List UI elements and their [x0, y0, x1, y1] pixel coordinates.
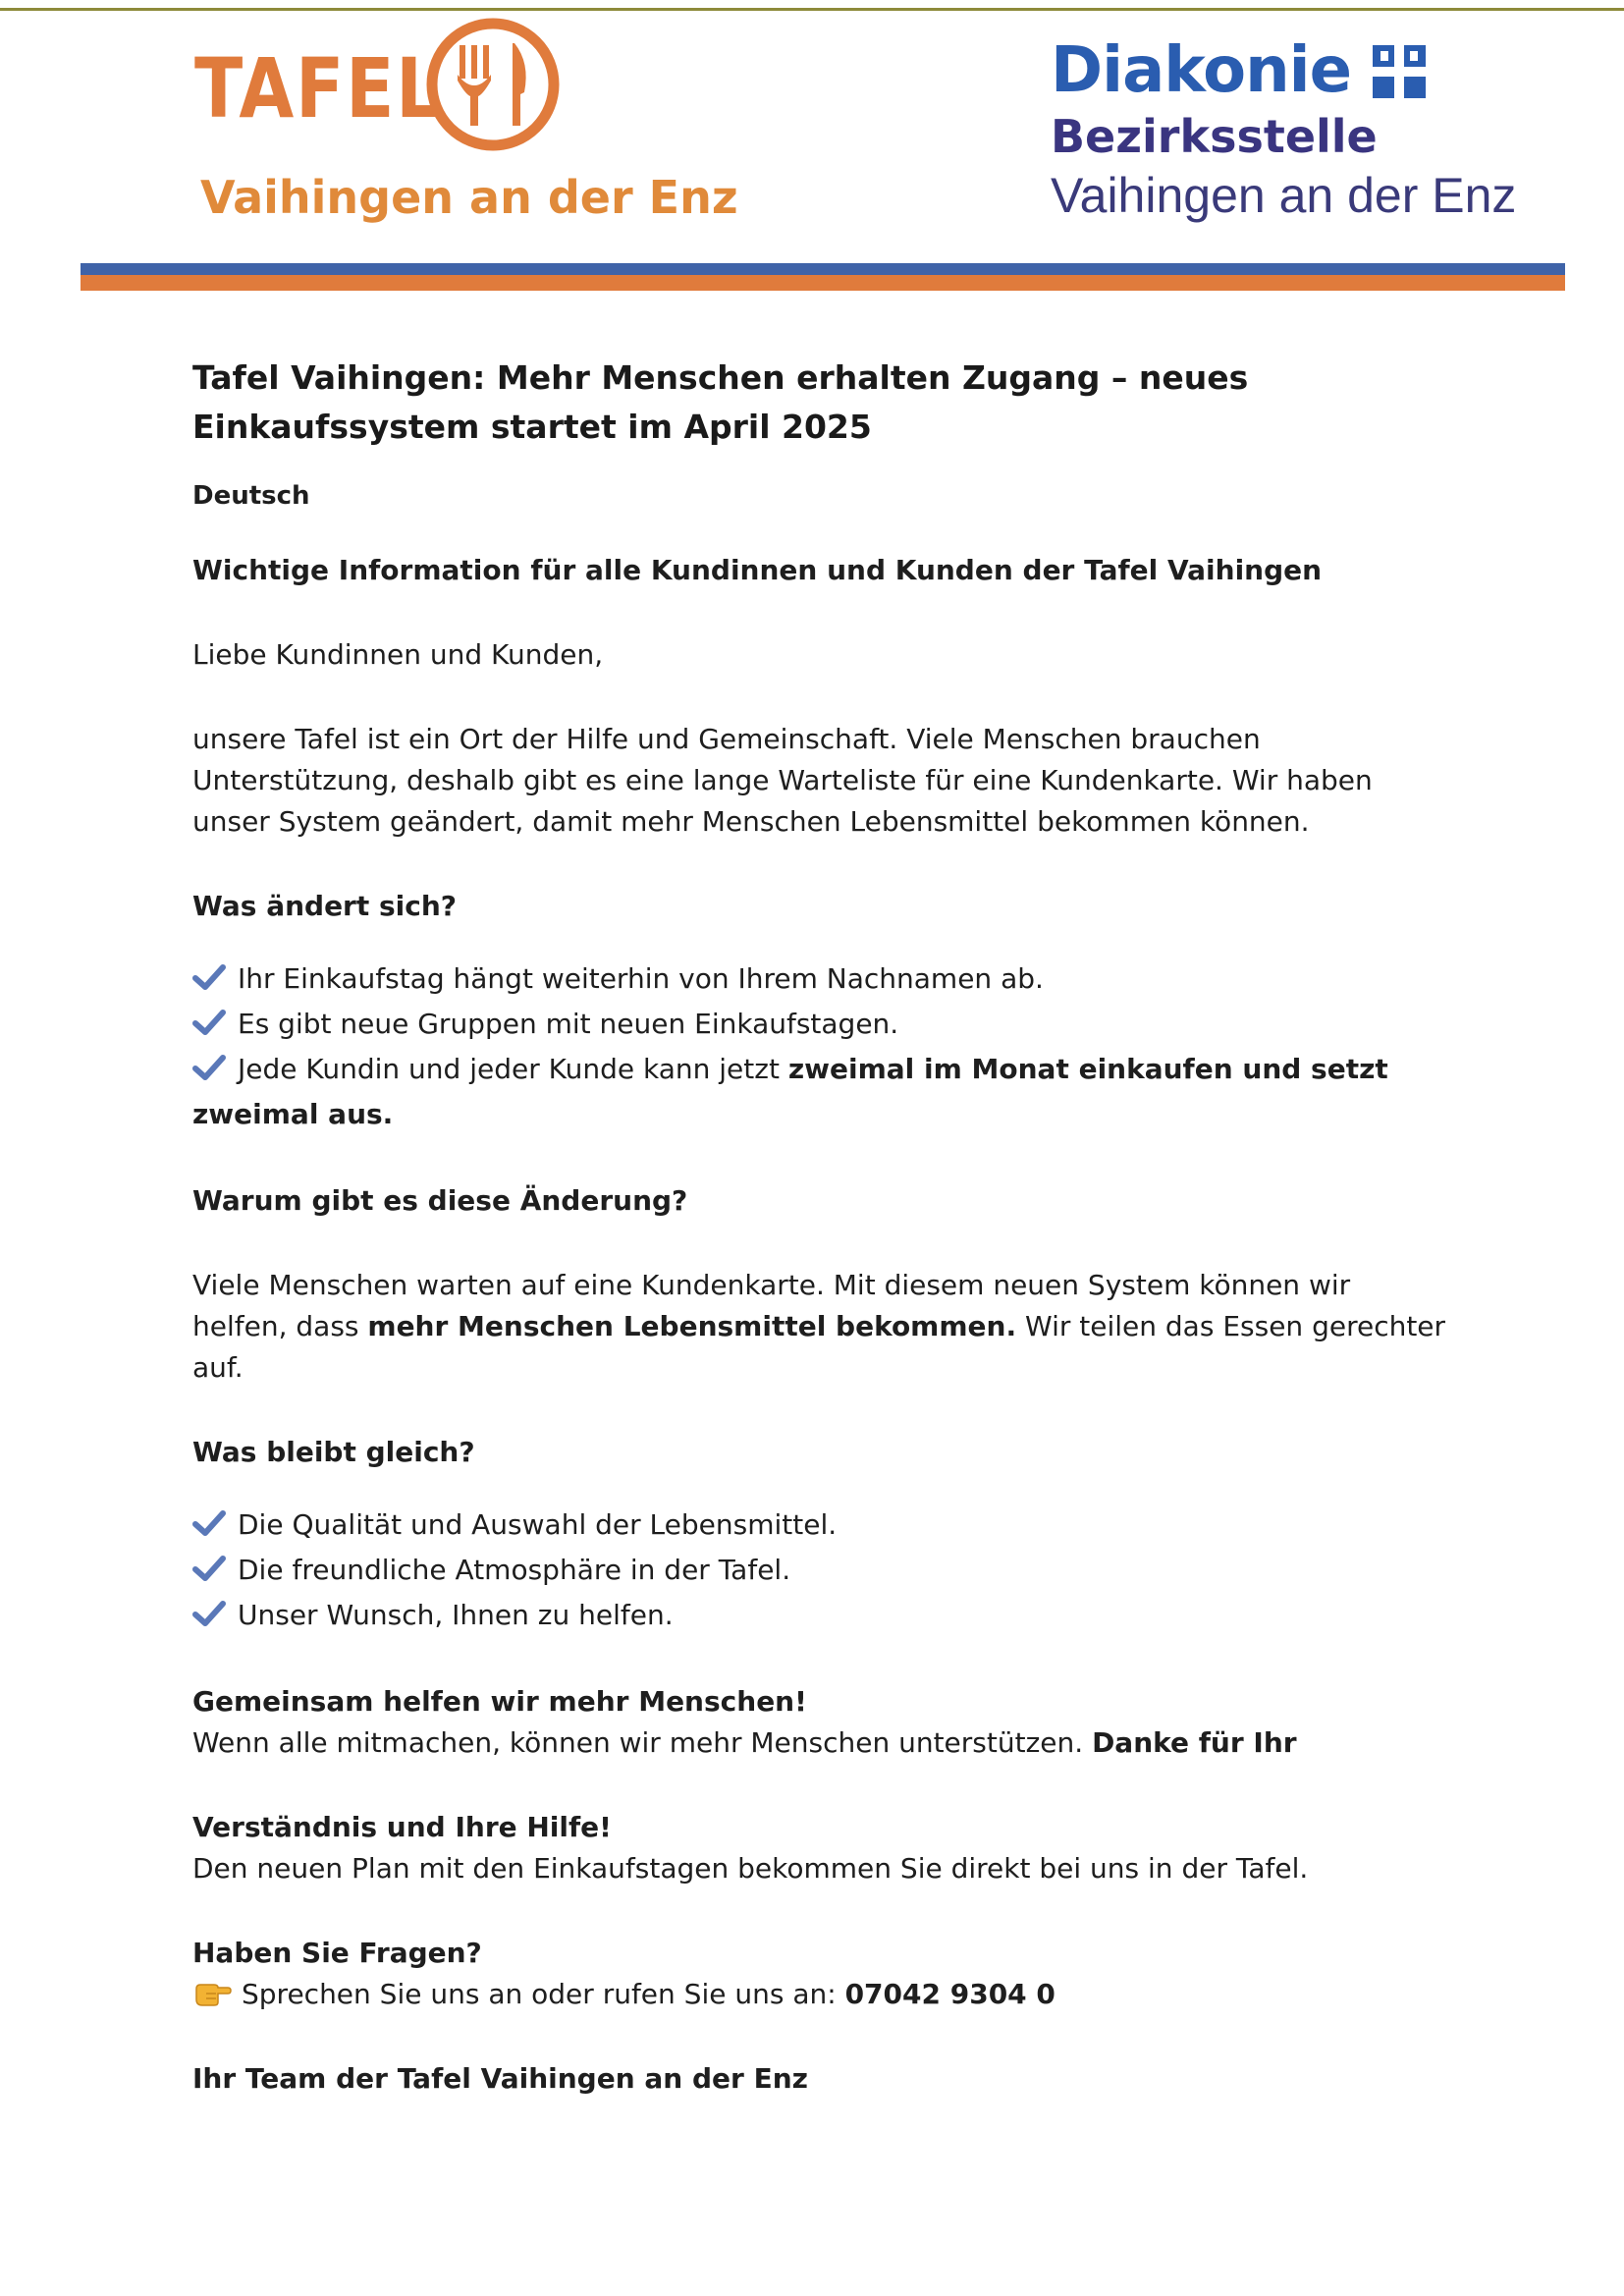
list-item-emphasis: zweimal im Monat einkaufen und setzt zweimal aus.	[192, 1053, 1388, 1130]
language-label: Deutsch	[192, 481, 310, 511]
diakonie-brand: Diakonie	[1051, 34, 1351, 107]
together-emphasis: Danke für Ihr	[1092, 1726, 1297, 1759]
why-paragraph	[192, 1265, 1449, 1389]
together-paragraph	[192, 1722, 1449, 1764]
checkmark-icon	[192, 1009, 226, 1036]
greeting: Liebe Kundinnen und Kunden,	[192, 638, 604, 671]
same-list	[192, 1503, 1449, 1638]
diakonie-office: Bezirksstelle	[1051, 110, 1378, 163]
why-text-end: Wir teilen das Essen gerechter auf.	[192, 1310, 1446, 1384]
list-item-text: Es gibt neue Gruppen mit neuen Einkaufstagen.	[238, 1008, 899, 1040]
contact-text: Sprechen Sie uns an oder rufen Sie uns an:	[242, 1978, 845, 2010]
checkmark-icon	[192, 1509, 226, 1537]
pointing-hand-icon	[192, 1977, 232, 2008]
why-heading: Warum gibt es diese Änderung?	[192, 1184, 688, 1217]
header-band-blue	[81, 263, 1565, 275]
changes-heading: Was ändert sich?	[192, 890, 458, 922]
header-band-orange	[81, 275, 1565, 291]
list-item	[192, 1503, 1449, 1548]
document-title: Tafel Vaihingen: Mehr Menschen erhalten Zugang – neues Einkaufssystem startet im April 2025	[192, 358, 1249, 446]
tafel-city: Vaihingen an der Enz	[200, 171, 738, 224]
together-text: Wenn alle mitmachen, können wir mehr Menschen unterstützen.	[192, 1726, 1093, 1759]
document-body	[192, 354, 1449, 2100]
list-item	[192, 1593, 1449, 1638]
list-item-text: Die Qualität und Auswahl der Lebensmittel.	[238, 1508, 838, 1541]
diakonie-city: Vaihingen an der Enz	[1051, 168, 1517, 223]
top-rule	[0, 8, 1624, 11]
why-emphasis: mehr Menschen Lebensmittel bekommen.	[367, 1310, 1017, 1342]
intro-paragraph: unsere Tafel ist ein Ort der Hilfe und Gemeinschaft. Viele Menschen brauchen Unterstützung, deshalb gibt es eine lange Warteliste für eine Kundenkarte. Wir haben unser System geändert, damit mehr Menschen Lebensmittel bekommen können.	[192, 723, 1373, 838]
contact-line	[192, 1974, 1449, 2015]
important-heading: Wichtige Information für alle Kundinnen und Kunden der Tafel Vaihingen	[192, 554, 1323, 586]
list-item	[192, 1002, 1449, 1047]
checkmark-icon	[192, 963, 226, 991]
list-item-text: Jede Kundin und jeder Kunde kann jetzt	[238, 1053, 788, 1085]
plan-paragraph: Den neuen Plan mit den Einkaufstagen bekommen Sie direkt bei uns in der Tafel.	[192, 1852, 1309, 1885]
tafel-brand: TAFEL	[194, 40, 443, 137]
checkmark-icon	[192, 1054, 226, 1081]
list-item	[192, 957, 1449, 1002]
phone-number: 07042 9304 0	[844, 1978, 1056, 2010]
changes-list	[192, 957, 1449, 1137]
list-item-text: Die freundliche Atmosphäre in der Tafel.	[238, 1554, 791, 1586]
questions-heading: Haben Sie Fragen?	[192, 1937, 482, 1969]
same-heading: Was bleibt gleich?	[192, 1436, 475, 1468]
list-item	[192, 1548, 1449, 1593]
signature: Ihr Team der Tafel Vaihingen an der Enz	[192, 2062, 808, 2095]
cutlery-icon	[424, 16, 562, 153]
why-text: Viele Menschen warten auf eine Kundenkarte. Mit diesem neuen System können wir helfen, dass	[192, 1269, 1351, 1342]
diakonie-cross-icon	[1373, 45, 1426, 98]
checkmark-icon	[192, 1555, 226, 1582]
together-heading: Gemeinsam helfen wir mehr Menschen!	[192, 1685, 807, 1718]
list-item	[192, 1047, 1449, 1137]
understanding-heading: Verständnis und Ihre Hilfe!	[192, 1811, 612, 1843]
list-item-text: Ihr Einkaufstag hängt weiterhin von Ihrem Nachnamen ab.	[238, 962, 1044, 995]
checkmark-icon	[192, 1600, 226, 1627]
list-item-text: Unser Wunsch, Ihnen zu helfen.	[238, 1599, 674, 1631]
